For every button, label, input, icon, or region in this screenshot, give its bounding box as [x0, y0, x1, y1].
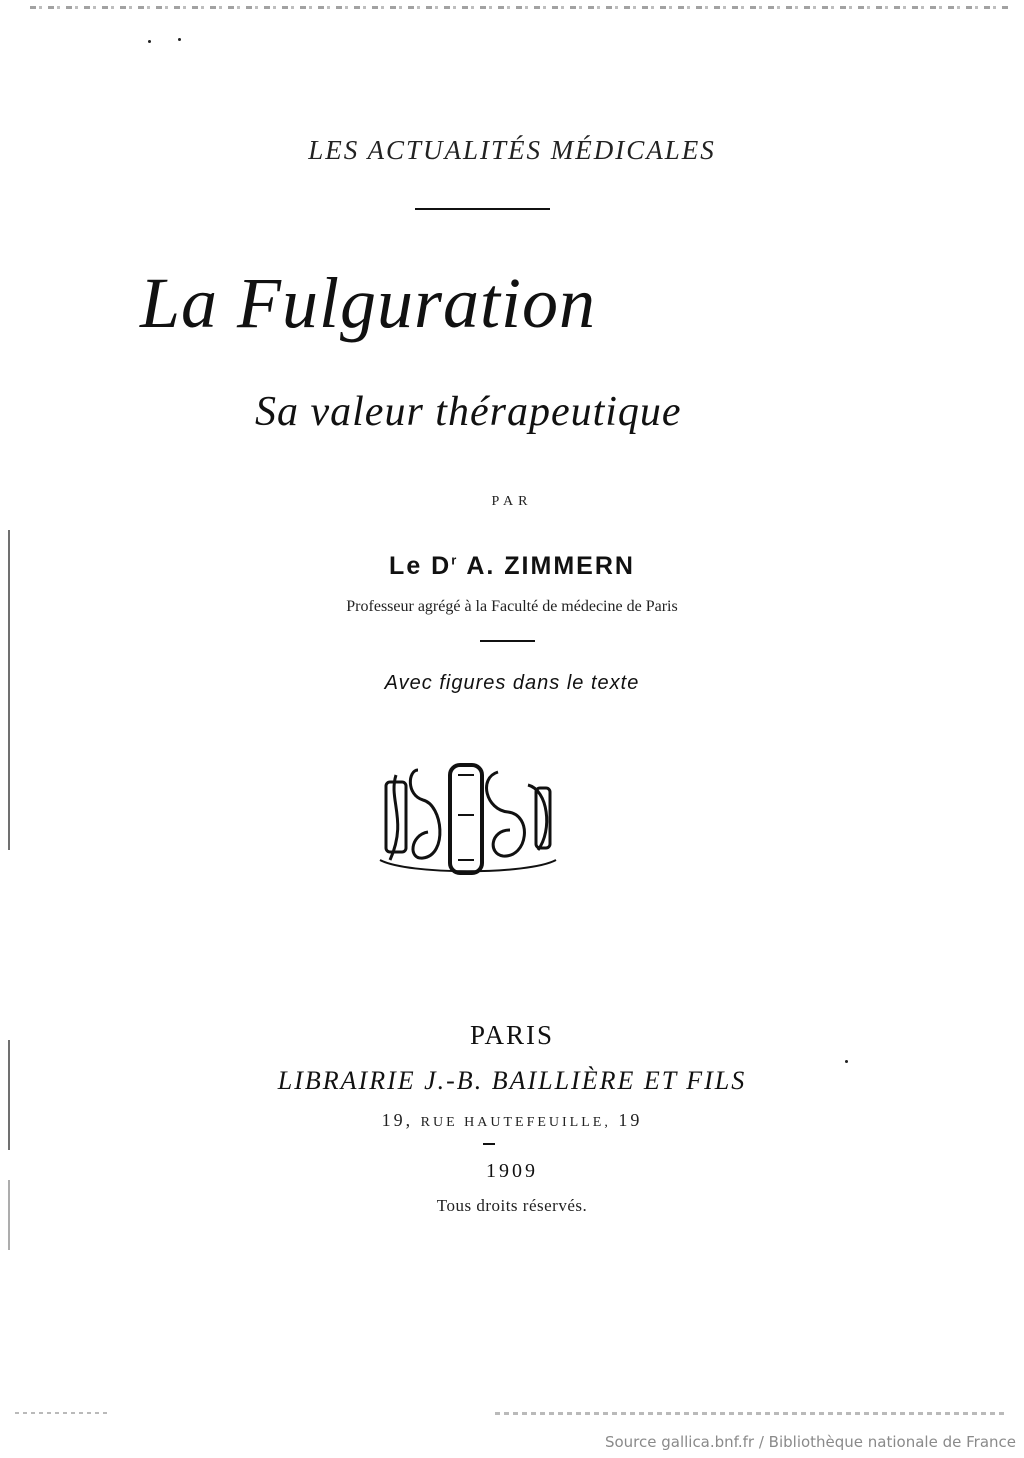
imprint-address: [0, 1110, 1024, 1131]
book-title: La Fulguration: [140, 263, 597, 343]
monogram-text: JBB: [468, 872, 470, 873]
imprint-publisher: LIBRAIRIE J.-B. BAILLIÈRE ET FILS: [277, 1066, 747, 1095]
scan-dust: [845, 1060, 848, 1063]
scan-artifact-bottom: [15, 1412, 110, 1414]
divider-rule: [480, 640, 535, 642]
scan-dust: [178, 38, 181, 41]
scan-dust: [148, 40, 151, 43]
author-line: [0, 552, 1024, 581]
address-number: 19: [618, 1110, 643, 1130]
imprint-city: PARIS: [469, 1020, 555, 1050]
source-footer: Source gallica.bnf.fr / Bibliothèque nationale de France: [604, 1433, 1016, 1451]
book-subtitle: Sa valeur thérapeutique: [255, 389, 682, 435]
author-affiliation: Professeur agrégé à la Faculté de médecine de Paris: [346, 598, 678, 615]
author-name: A. ZIMMERN: [466, 552, 635, 580]
author-prefix-sup: r: [451, 552, 459, 568]
publisher-monogram-icon: [378, 760, 558, 875]
divider-rule: [483, 1143, 495, 1145]
address-number: 19,: [381, 1110, 414, 1130]
by-label: PAR: [491, 494, 533, 509]
series-title: LES ACTUALITÉS MÉDICALES: [308, 135, 716, 165]
address-street: RUE HAUTEFEUILLE,: [420, 1115, 611, 1130]
divider-rule: [415, 208, 550, 210]
figures-note: Avec figures dans le texte: [384, 672, 640, 694]
imprint-year: 1909: [486, 1160, 538, 1182]
author-prefix: Le D: [389, 552, 452, 580]
rights-notice: Tous droits réservés.: [436, 1196, 588, 1215]
scan-artifact-top: [30, 6, 1010, 9]
scan-artifact-bottom: [495, 1412, 1005, 1415]
